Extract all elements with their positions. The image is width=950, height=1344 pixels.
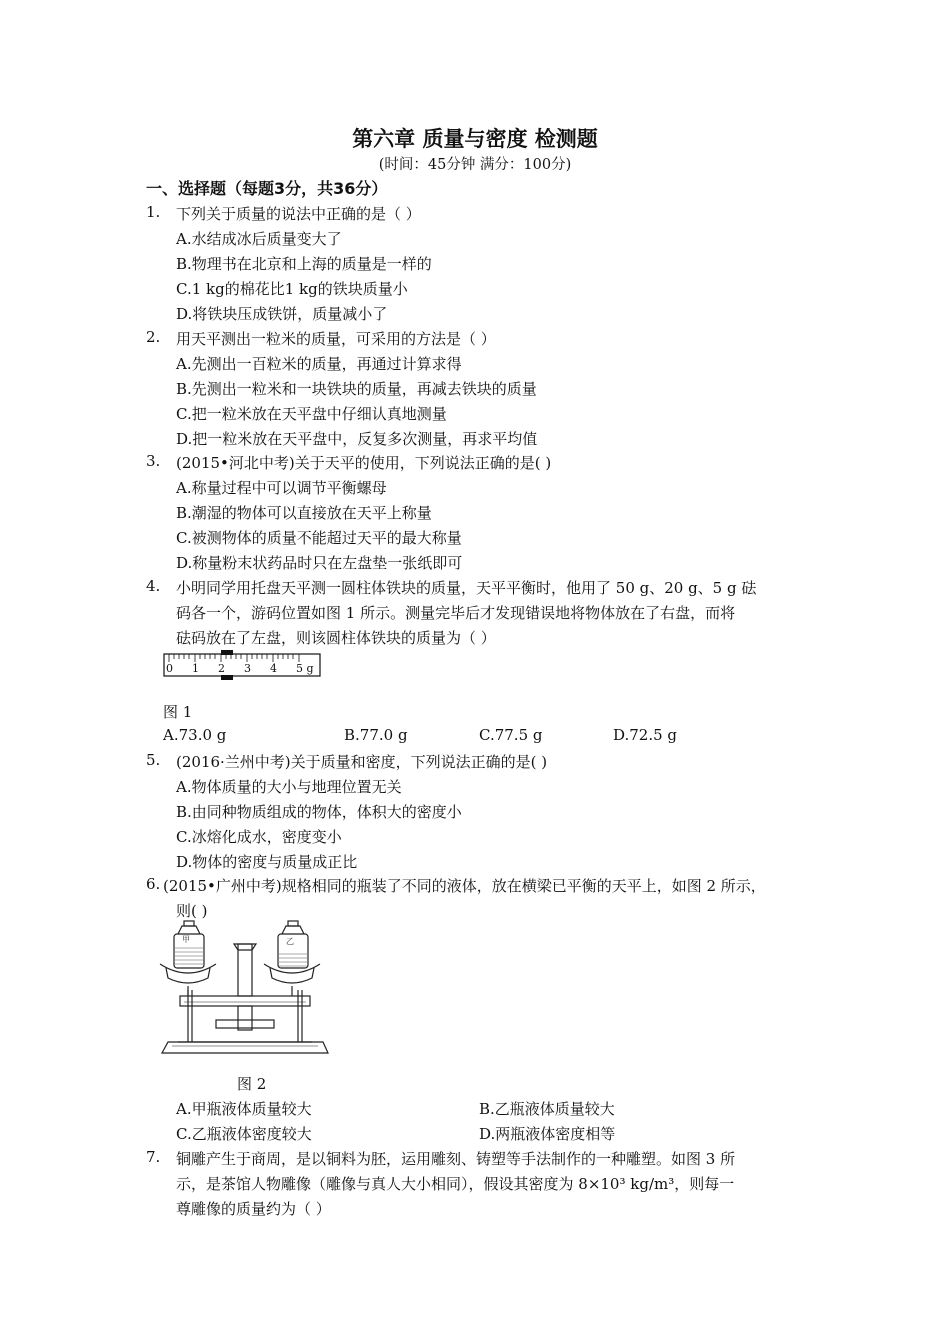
rider-top (221, 650, 233, 655)
q7-stem-line-2: 示，是茶馆人物雕像（雕像与真人大小相同），假设其密度为 8×10³ kg/m³，则每一 (176, 1175, 735, 1193)
q1-option-b: B.物理书在北京和上海的质量是一样的 (176, 255, 432, 273)
scale-label-3: 3 (244, 662, 251, 675)
q5-option-a: A.物体质量的大小与地理位置无关 (176, 778, 402, 796)
q5-number: 5. (146, 751, 161, 769)
q7-number: 7. (146, 1148, 161, 1166)
rider-bottom (221, 675, 233, 680)
q3-number: 3. (146, 452, 161, 470)
figure-1-caption: 图 1 (163, 703, 193, 721)
bottle-label-jia: 甲 (182, 935, 190, 944)
q7-stem-line-3: 尊雕像的质量约为（ ） (176, 1200, 331, 1218)
q1-number: 1. (146, 203, 161, 221)
q6-number: 6. (146, 875, 161, 893)
bottle-label-yi: 乙 (286, 937, 294, 946)
balance-base (162, 1042, 328, 1053)
q5-option-b: B.由同种物质组成的物体，体积大的密度小 (176, 803, 462, 821)
q6-option-a: A.甲瓶液体质量较大 (176, 1100, 312, 1118)
q1-option-d: D.将铁块压成铁饼，质量减小了 (176, 305, 388, 323)
q6-option-b: B.乙瓶液体质量较大 (479, 1100, 615, 1118)
scale-label-5g: 5 g (296, 662, 314, 675)
rider-scale-figure (163, 650, 323, 680)
q3-option-a: A.称量过程中可以调节平衡螺母 (176, 479, 387, 497)
scale-label-1: 1 (192, 662, 199, 675)
q5-option-c: C.冰熔化成水，密度变小 (176, 828, 342, 846)
q4-option-a: A.73.0 g (163, 726, 227, 744)
q3-option-c: C.被测物体的质量不能超过天平的最大称量 (176, 529, 462, 547)
q6-stem-line-2: 则( ) (176, 902, 208, 920)
q2-option-b: B.先测出一粒米和一块铁块的质量，再减去铁块的质量 (176, 380, 537, 398)
q4-stem-line-3: 砝码放在了左盘，则该圆柱体铁块的质量为（ ） (176, 629, 496, 647)
q1-option-a: A.水结成冰后质量变大了 (176, 230, 342, 248)
q3-option-d: D.称量粉末状药品时只在左盘垫一张纸即可 (176, 554, 463, 572)
balance-pillar (238, 1006, 252, 1030)
scale-label-2: 2 (218, 662, 225, 675)
q1-option-c: C.1 kg的棉花比1 kg的铁块质量小 (176, 280, 408, 298)
q1-stem: 下列关于质量的说法中正确的是（ ） (176, 205, 421, 223)
q2-option-a: A.先测出一百粒米的质量，再通过计算求得 (176, 355, 462, 373)
q3-option-b: B.潮湿的物体可以直接放在天平上称量 (176, 504, 432, 522)
q4-number: 4. (146, 577, 161, 595)
page-title: 第六章 质量与密度 检测题 (352, 127, 598, 151)
q7-stem-line-1: 铜雕产生于商周，是以铜料为胚，运用雕刻、铸塑等手法制作的一种雕塑。如图 3 所 (176, 1150, 736, 1168)
q6-stem-line-1: (2015•广州中考)规格相同的瓶装了不同的液体，放在横梁已平衡的天平上，如图 2 所示， (163, 877, 766, 895)
scale-label-0: 0 (166, 662, 173, 675)
page-subtitle: (时间：45分钟 满分：100分) (378, 157, 572, 173)
q3-stem: (2015•河北中考)关于天平的使用，下列说法正确的是( ) (176, 454, 552, 472)
q6-option-d: D.两瓶液体密度相等 (479, 1125, 616, 1143)
q5-stem: (2016·兰州中考)关于质量和密度，下列说法正确的是( ) (176, 753, 548, 771)
q4-stem-line-1: 小明同学用托盘天平测一圆柱体铁块的质量，天平平衡时，他用了 50 g、20 g、5 g 砝 (176, 579, 757, 597)
q2-number: 2. (146, 328, 161, 346)
q4-option-b: B.77.0 g (344, 726, 408, 744)
section-heading (146, 176, 387, 199)
figure-2-caption: 图 2 (237, 1075, 267, 1093)
q6-option-c: C.乙瓶液体密度较大 (176, 1125, 312, 1143)
section-heading-text: 一、选择题（每题3分，共36分） (146, 179, 388, 198)
balance-beam (180, 996, 310, 1006)
q2-option-d: D.把一粒米放在天平盘中，反复多次测量，再求平均值 (176, 430, 538, 448)
scale-label-4: 4 (270, 662, 277, 675)
q4-option-c: C.77.5 g (479, 726, 543, 744)
q4-option-d: D.72.5 g (613, 726, 678, 744)
balance-figure (158, 920, 332, 1056)
q4-stem-line-2: 码各一个，游码位置如图 1 所示。测量完毕后才发现错误地将物体放在了右盘，而将 (176, 604, 736, 622)
q2-option-c: C.把一粒米放在天平盘中仔细认真地测量 (176, 405, 447, 423)
q5-option-d: D.物体的密度与质量成正比 (176, 853, 358, 871)
q2-stem: 用天平测出一粒米的质量，可采用的方法是（ ） (176, 330, 496, 348)
